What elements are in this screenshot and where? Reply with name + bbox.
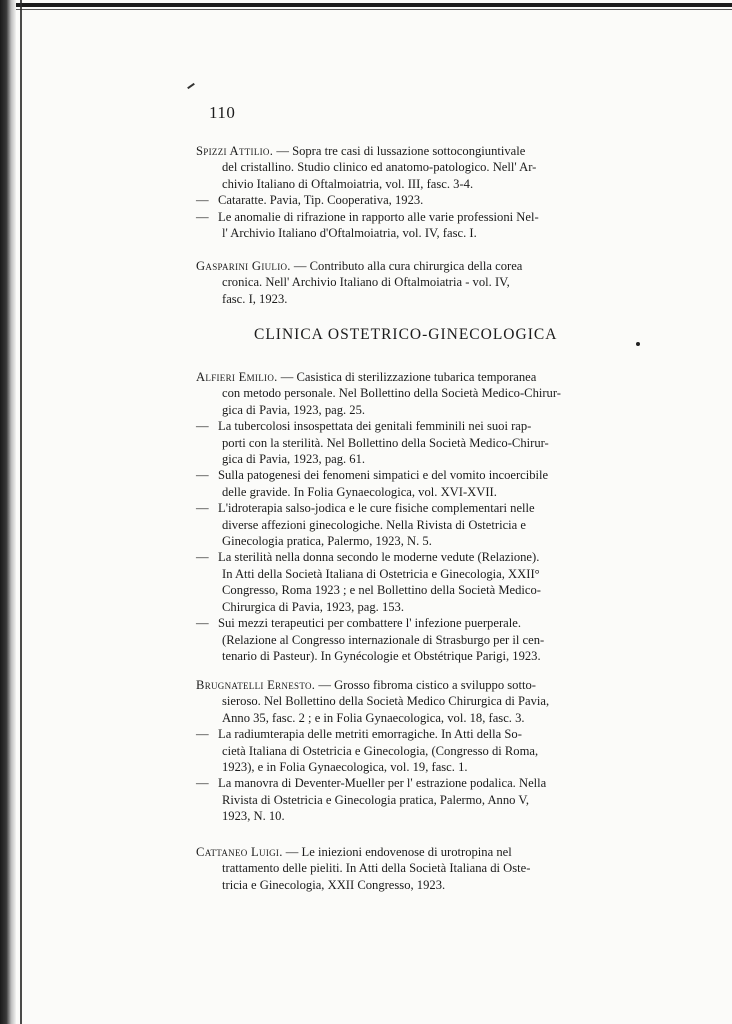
- author-name: Spizzi Attilio.: [196, 144, 274, 158]
- entry-line: Anno 35, fasc. 2 ; e in Folia Gynaecologica, vol. 18, fasc. 3.: [222, 710, 525, 725]
- author-name: Gasparini Giulio.: [196, 259, 291, 273]
- top-rule: [14, 3, 732, 7]
- entry-line: cronica. Nell' Archivio Italiano di Oftalmoiatria - vol. IV,: [222, 275, 510, 290]
- entry-line: fasc. I, 1923.: [222, 291, 288, 306]
- binding-line: [20, 0, 22, 1024]
- top-rule-thin: [14, 9, 732, 10]
- book-spine-shadow: [0, 0, 16, 1024]
- list-item: — Sui mezzi terapeutici per combattere l' infezione puerperale. (Relazione al Congresso internazionale di Strasburgo per il cen- tenario di Pasteur). In Gynécologie et Obstétrique Parigi, 1923.: [196, 616, 545, 663]
- entry-cattaneo: [196, 844, 624, 893]
- entry-line: trattamento delle pieliti. In Atti della Società Italiana di Oste-: [222, 861, 531, 876]
- page-number: 110: [209, 103, 236, 122]
- entry-spizzi: [196, 143, 624, 241]
- list-item: — La manovra di Deventer-Mueller per l' estrazione podalica. Nella Rivista di Ostetricia e Ginecologia pratica, Palermo, Anno V, 1923, N. 10.: [196, 776, 547, 824]
- entry-title: — Contributo alla cura chirurgica della corea: [290, 259, 523, 273]
- list-item: — Le anomalie di rifrazione in rapporto alle varie professioni Nel- l' Archivio Italiano d'Oftalmoiatria, vol. IV, fasc. I.: [196, 209, 539, 241]
- entry-gasparini: [196, 258, 624, 307]
- entry-title: — Grosso fibroma cistico a sviluppo sotto-: [315, 678, 536, 692]
- author-name: Cattaneo Luigi.: [196, 845, 283, 859]
- ink-dot: [636, 342, 640, 346]
- list-item: — La sterilità nella donna secondo le moderne vedute (Relazione). In Atti della Società Italiana di Ostetricia e Ginecologia, XXII° Congresso, Roma 1923 ; e nel Bollettino della Società Medico- Chirurgica di Pavia, 1923, pag. 153.: [196, 550, 541, 614]
- section-heading: CLINICA OSTETRICO-GINECOLOGICA: [254, 326, 558, 343]
- list-item: — La tubercolosi insospettata dei genitali femminili nei suoi rap- porti con la sterilità. Nel Bollettino della Società Medico-Chirur- gica di Pavia, 1923, pag. 61.: [196, 419, 549, 467]
- author-name: Brugnatelli Ernesto.: [196, 678, 316, 692]
- ink-mark: [187, 83, 195, 89]
- entry-title: — Casistica di sterilizzazione tubarica temporanea: [277, 370, 537, 384]
- author-name: Alfieri Emilio.: [196, 370, 278, 384]
- entry-line: chivio Italiano di Oftalmoiatria, vol. III, fasc. 3-4.: [222, 176, 474, 191]
- entry-line: tricia e Ginecologia, XXII Congresso, 1923.: [222, 877, 446, 892]
- entry-title: — Le iniezioni endovenose di urotropina nel: [282, 845, 512, 859]
- entry-line: gica di Pavia, 1923, pag. 25.: [222, 402, 366, 417]
- entry-brugnatelli: [196, 677, 624, 825]
- list-item: — Sulla patogenesi dei fenomeni simpatici e del vomito incoercibile delle gravide. In Folia Gynaecologica, vol. XVI-XVII.: [196, 468, 549, 499]
- entry-line: con metodo personale. Nel Bollettino della Società Medico-Chirur-: [222, 386, 561, 401]
- list-item: — Cataratte. Pavia, Tip. Cooperativa, 1923.: [196, 193, 424, 208]
- entry-title: — Sopra tre casi di lussazione sottocongiuntivale: [273, 144, 526, 158]
- list-item: — L'idroterapia salso-jodica e le cure fisiche complementari nelle diverse affezioni ginecologiche. Nella Rivista di Ostetricia e Ginecologia pratica, Palermo, 1923, N. 5.: [196, 501, 535, 549]
- entry-line: sieroso. Nel Bollettino della Società Medico Chirurgica di Pavia,: [222, 694, 550, 709]
- entry-line: del cristallino. Studio clinico ed anatomo-patologico. Nell' Ar-: [222, 160, 537, 175]
- entry-alfieri: [196, 369, 624, 664]
- list-item: — La radiumterapia delle metriti emorragiche. In Atti della So- cietà Italiana di Ostetricia e Ginecologia, (Congresso di Roma, 1923), e in Folia Gynaecologica, vol. 19, fasc. 1.: [196, 727, 539, 775]
